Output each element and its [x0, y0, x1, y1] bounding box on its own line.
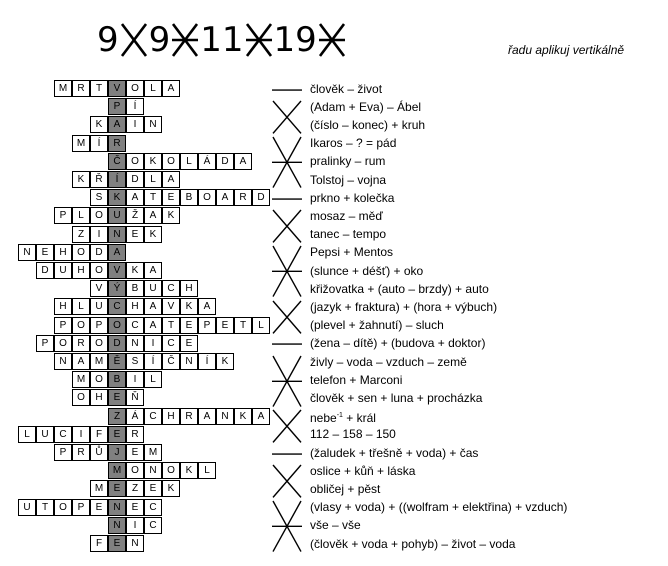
clue-text: oslice + kůň + láska — [310, 463, 416, 478]
clue-text: pralinky – rum — [310, 154, 386, 169]
grid-cell: Í — [144, 353, 162, 370]
grid-cell: I — [72, 426, 90, 443]
grid-cell: L — [144, 80, 162, 97]
grid-cell: I — [126, 116, 144, 133]
solution-cell: K — [108, 189, 126, 206]
grid-cell: C — [162, 335, 180, 352]
grid-cell: Ž — [126, 207, 144, 224]
grid-cell: N — [180, 353, 198, 370]
grid-cell: H — [54, 298, 72, 315]
grid-cell: N — [216, 408, 234, 425]
dash-icon — [272, 82, 302, 98]
grid-cell: I — [126, 517, 144, 534]
solution-cell: V — [108, 80, 126, 97]
grid-cell: L — [72, 207, 90, 224]
solution-cell: E — [108, 535, 126, 552]
grid-cell: I — [90, 226, 108, 243]
grid-cell: I — [126, 371, 144, 388]
grid-cell: B — [180, 189, 198, 206]
grid-cell: O — [126, 80, 144, 97]
grid-cell: Z — [72, 226, 90, 243]
grid-cell: C — [144, 499, 162, 516]
grid-cell: Ů — [90, 444, 108, 461]
clue-text: (plevel + žahnutí) – sluch — [310, 318, 444, 333]
grid-cell: P — [36, 335, 54, 352]
grid-cell: R — [126, 426, 144, 443]
grid-cell: L — [144, 171, 162, 188]
code-number: 19 — [273, 20, 317, 60]
solution-cell: N — [108, 517, 126, 534]
grid-cell: S — [126, 353, 144, 370]
grid-cell: A — [162, 171, 180, 188]
grid-cell: S — [90, 189, 108, 206]
dash-icon — [272, 191, 302, 207]
grid-cell: E — [126, 444, 144, 461]
grid-cell: H — [90, 389, 108, 406]
grid-cell: K — [144, 153, 162, 170]
grid-cell: K — [126, 262, 144, 279]
grid-cell: H — [162, 408, 180, 425]
grid-cell: P — [198, 317, 216, 334]
solution-cell: Í — [108, 171, 126, 188]
clue-text: nebe$^{-1}$ + král — [310, 411, 376, 426]
grid-cell: O — [198, 189, 216, 206]
grid-cell: T — [144, 189, 162, 206]
grid-cell: R — [72, 80, 90, 97]
grid-cell: L — [144, 371, 162, 388]
grid-cell: T — [162, 317, 180, 334]
grid-cell: E — [144, 480, 162, 497]
solution-cell: E — [108, 480, 126, 497]
solution-cell: J — [108, 444, 126, 461]
grid-cell: B — [126, 280, 144, 297]
grid-cell: Z — [126, 480, 144, 497]
grid-cell: Ř — [90, 171, 108, 188]
grid-cell: N — [126, 335, 144, 352]
clue-text: (žaludek + třešně + voda) + čas — [310, 445, 479, 460]
grid-cell: A — [198, 408, 216, 425]
grid-cell: L — [18, 426, 36, 443]
grid-cell: M — [90, 480, 108, 497]
grid-cell: A — [162, 80, 180, 97]
clue-text: (žena – dítě) + (budova + doktor) — [310, 336, 486, 351]
solution-cell: P — [108, 98, 126, 115]
grid-cell: A — [234, 153, 252, 170]
solution-cell: D — [108, 335, 126, 352]
solution-cell: C — [108, 298, 126, 315]
grid-cell: E — [126, 499, 144, 516]
code-number: 9 — [148, 20, 171, 60]
grid-cell: Ň — [126, 389, 144, 406]
grid-cell: F — [90, 535, 108, 552]
grid-cell: O — [90, 207, 108, 224]
grid-cell: K — [180, 462, 198, 479]
grid-cell: P — [72, 499, 90, 516]
clue-text: telefon + Marconi — [310, 372, 403, 387]
grid-cell: P — [54, 317, 72, 334]
grid-cell: N — [18, 244, 36, 261]
grid-cell: C — [126, 317, 144, 334]
solution-cell: E — [108, 426, 126, 443]
clue-text: (vlasy + voda) + ((wolfram + elektřina) + vzduch) — [310, 500, 568, 515]
asterisk-cross-icon — [272, 355, 302, 408]
clue-text: (číslo – konec) + kruh — [310, 117, 426, 132]
grid-cell: A — [252, 408, 270, 425]
asterisk-cross-icon — [319, 23, 345, 57]
grid-cell: A — [144, 262, 162, 279]
solution-cell: A — [108, 116, 126, 133]
grid-cell: A — [144, 317, 162, 334]
grid-cell: C — [144, 408, 162, 425]
cross-icon — [272, 209, 302, 243]
grid-cell: N — [144, 116, 162, 133]
grid-cell: V — [162, 298, 180, 315]
cross-icon — [272, 409, 302, 443]
clue-text: obličej + pěst — [310, 481, 381, 496]
asterisk-cross-icon — [272, 245, 302, 298]
grid-cell: N — [54, 353, 72, 370]
grid-cell: Á — [126, 408, 144, 425]
grid-cell: P — [54, 207, 72, 224]
clue-text: (slunce + déšť) + oko — [310, 263, 424, 278]
grid-cell: C — [144, 517, 162, 534]
grid-cell: K — [144, 226, 162, 243]
grid-cell: K — [216, 353, 234, 370]
asterisk-cross-icon — [272, 500, 302, 553]
asterisk-cross-icon — [272, 136, 302, 189]
clue-text: (Adam + Eva) – Ábel — [310, 99, 422, 114]
grid-cell: A — [198, 298, 216, 315]
grid-cell: U — [54, 262, 72, 279]
solution-cell: V — [108, 262, 126, 279]
grid-cell: Á — [198, 153, 216, 170]
cross-icon — [272, 100, 302, 134]
grid-cell: I — [144, 335, 162, 352]
solution-cell: O — [108, 317, 126, 334]
grid-cell: P — [54, 444, 72, 461]
grid-cell: Í — [90, 135, 108, 152]
grid-cell: H — [54, 244, 72, 261]
clue-text: tanec – tempo — [310, 227, 387, 242]
grid-cell: E — [180, 317, 198, 334]
grid-cell: D — [126, 171, 144, 188]
grid-cell: A — [216, 189, 234, 206]
grid-cell: U — [18, 499, 36, 516]
grid-cell: A — [144, 207, 162, 224]
grid-cell: T — [234, 317, 252, 334]
clue-text: (jazyk + fraktura) + (hora + výbuch) — [310, 299, 498, 314]
grid-cell: O — [126, 462, 144, 479]
grid-cell: M — [72, 371, 90, 388]
solution-cell: E — [108, 389, 126, 406]
solution-cell: B — [108, 371, 126, 388]
solution-cell: Ý — [108, 280, 126, 297]
grid-cell: K — [90, 116, 108, 133]
grid-cell: Í — [126, 98, 144, 115]
grid-cell: E — [36, 244, 54, 261]
grid-cell: H — [126, 298, 144, 315]
grid-cell: A — [144, 298, 162, 315]
grid-cell: F — [90, 426, 108, 443]
grid-cell: M — [144, 444, 162, 461]
clue-text: (člověk + voda + pohyb) – život – voda — [310, 536, 516, 551]
grid-cell: O — [72, 317, 90, 334]
grid-cell: E — [216, 317, 234, 334]
grid-cell: O — [90, 262, 108, 279]
grid-cell: M — [90, 353, 108, 370]
grid-cell: L — [72, 298, 90, 315]
clue-text: vše – vše — [310, 518, 361, 533]
code-number: 9 — [97, 20, 119, 60]
grid-cell: U — [36, 426, 54, 443]
grid-cell: K — [180, 298, 198, 315]
grid-cell: R — [234, 189, 252, 206]
cross-icon — [272, 464, 302, 498]
grid-cell: O — [126, 153, 144, 170]
dash-icon — [272, 336, 302, 352]
grid-cell: U — [144, 280, 162, 297]
grid-cell: D — [252, 189, 270, 206]
solution-cell: N — [108, 226, 126, 243]
grid-cell: N — [126, 535, 144, 552]
grid-cell: L — [198, 462, 216, 479]
grid-cell: P — [90, 317, 108, 334]
grid-cell: O — [72, 244, 90, 261]
grid-cell: V — [90, 280, 108, 297]
grid-cell: K — [234, 408, 252, 425]
grid-cell: Í — [198, 353, 216, 370]
grid-cell: O — [90, 371, 108, 388]
code-number: 11 — [200, 20, 244, 60]
grid-cell: O — [54, 499, 72, 516]
grid-cell: H — [180, 280, 198, 297]
clue-text: prkno + kolečka — [310, 190, 395, 205]
dash-icon — [272, 446, 302, 462]
grid-cell: A — [126, 189, 144, 206]
cross-icon — [272, 300, 302, 334]
grid-cell: L — [252, 317, 270, 334]
grid-cell: R — [72, 444, 90, 461]
grid-cell: K — [162, 480, 180, 497]
grid-cell: D — [36, 262, 54, 279]
grid-cell: C — [162, 280, 180, 297]
grid-cell: E — [162, 189, 180, 206]
clue-text: živly – voda – vzduch – země — [310, 354, 467, 369]
grid-cell: T — [90, 80, 108, 97]
grid-cell: C — [54, 426, 72, 443]
grid-cell: A — [72, 353, 90, 370]
crossword-grid — [0, 0, 300, 566]
solution-cell: A — [108, 244, 126, 261]
grid-cell: T — [36, 499, 54, 516]
grid-cell: E — [180, 335, 198, 352]
clue-text: 112 – 158 – 150 — [310, 427, 396, 442]
grid-cell: H — [72, 262, 90, 279]
grid-cell: K — [72, 171, 90, 188]
grid-cell: O — [90, 335, 108, 352]
clue-text: člověk – život — [310, 81, 383, 96]
grid-cell: N — [144, 462, 162, 479]
clue-text: mosaz – měď — [310, 208, 383, 223]
solution-cell: Z — [108, 408, 126, 425]
solution-cell: M — [108, 462, 126, 479]
grid-cell: M — [72, 135, 90, 152]
clue-text: Pepsi + Mentos — [310, 245, 394, 260]
grid-cell: Č — [162, 353, 180, 370]
grid-cell: L — [180, 153, 198, 170]
solution-cell: N — [108, 499, 126, 516]
grid-cell: R — [72, 335, 90, 352]
grid-cell: O — [162, 462, 180, 479]
grid-cell: E — [126, 226, 144, 243]
clue-text: křižovatka + (auto – brzdy) + auto — [310, 281, 489, 296]
grid-cell: D — [90, 244, 108, 261]
clue-text: Tolstoj – vojna — [310, 172, 387, 187]
grid-cell: M — [54, 80, 72, 97]
grid-cell: U — [90, 298, 108, 315]
instruction-note: řadu aplikuj vertikálně — [508, 43, 625, 57]
solution-cell: U — [108, 207, 126, 224]
clue-text: člověk + sen + luna + procházka — [310, 390, 483, 405]
grid-cell: O — [162, 153, 180, 170]
grid-cell: O — [72, 389, 90, 406]
grid-cell: O — [54, 335, 72, 352]
grid-cell: D — [216, 153, 234, 170]
grid-cell: R — [180, 408, 198, 425]
clue-text: Ikaros – ? = pád — [310, 136, 397, 151]
solution-cell: Ě — [108, 353, 126, 370]
solution-cell: Č — [108, 153, 126, 170]
grid-cell: K — [162, 207, 180, 224]
solution-cell: R — [108, 135, 126, 152]
grid-cell: E — [90, 499, 108, 516]
